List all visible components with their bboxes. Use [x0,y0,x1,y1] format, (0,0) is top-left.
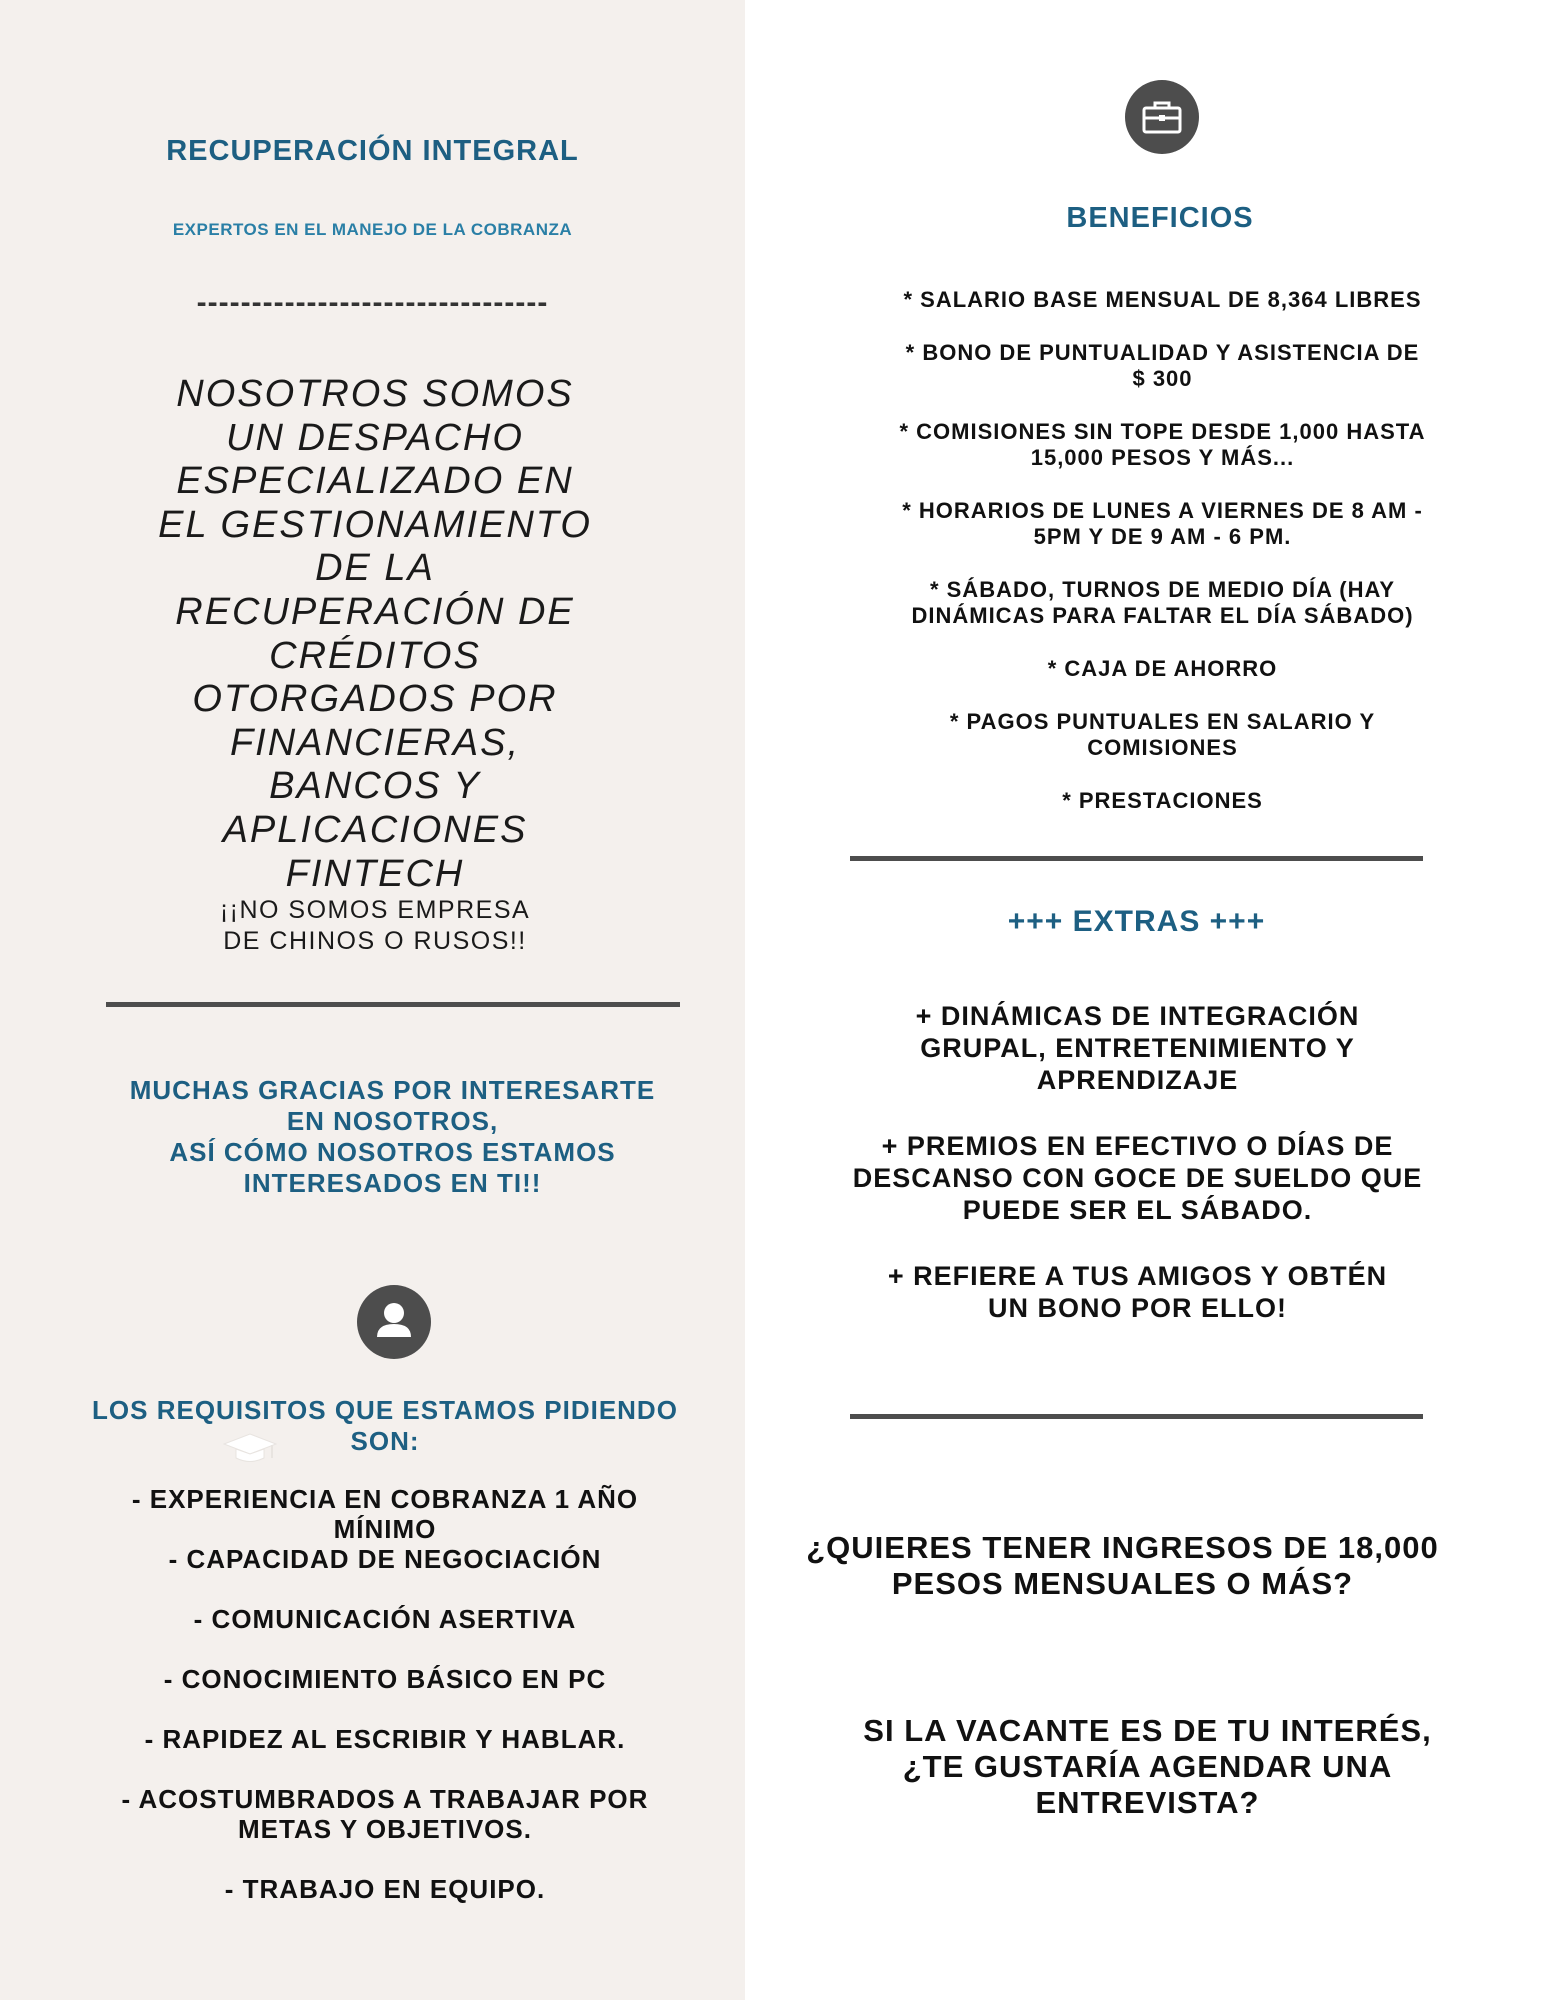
list-item: * PAGOS PUNTUALES EN SALARIO Y COMISIONES [949,709,1376,760]
list-item: + REFIERE A TUS AMIGOS Y OBTÉN UN BONO POR ELLO! [887,1261,1388,1323]
list-item: - CONOCIMIENTO BÁSICO EN PC [163,1664,607,1694]
extras-title: +++ EXTRAS +++ [1007,905,1266,938]
list-item: + PREMIOS EN EFECTIVO O DÍAS DE DESCANSO CON GOCE DE SUELDO QUE PUEDE SER EL SÁBADO. [852,1131,1423,1225]
user-icon [357,1285,431,1359]
right-divider-1 [850,856,1423,861]
list-item: - EXPERIENCIA EN COBRANZA 1 AÑO MÍNIMO [131,1484,639,1544]
list-item: - TRABAJO EN EQUIPO. [224,1874,546,1904]
list-item: * BONO DE PUNTUALIDAD Y ASISTENCIA DE $ 300 [905,340,1420,391]
list-item: * COMISIONES SIN TOPE DESDE 1,000 HASTA 15,000 PESOS Y MÁS... [899,419,1426,470]
briefcase-icon [1125,80,1199,154]
benefits-title: BENEFICIOS [1066,202,1254,234]
note-line-2: DE CHINOS O RUSOS!! [223,927,527,955]
thanks-line-2: EN NOSOTROS, [286,1106,499,1136]
thanks-text [95,1075,690,1199]
list-item: - CAPACIDAD DE NEGOCIACIÓN [168,1544,602,1574]
list-item: * CAJA DE AHORRO [1047,656,1278,681]
company-subtitle: EXPERTOS EN EL MANEJO DE LA COBRANZA [172,220,573,239]
about-text: NOSOTROS SOMOS UN DESPACHO ESPECIALIZADO EN EL GESTIONAMIENTO DE LA RECUPERACIÓN DE CRÉDITOS OTORGADOS POR FINANCIERAS, BANCOS Y APLICACIONES FINTECH [158,373,592,895]
list-item: * SALARIO BASE MENSUAL DE 8,364 LIBRES [903,287,1422,312]
thanks-line-1: MUCHAS GRACIAS POR INTERESARTE [129,1075,656,1105]
list-item: * SÁBADO, TURNOS DE MEDIO DÍA (HAY DINÁMICAS PARA FALTAR EL DÍA SÁBADO) [911,577,1414,628]
list-item: - ACOSTUMBRADOS A TRABAJAR POR METAS Y OBJETIVOS. [121,1784,649,1844]
right-divider-2 [850,1414,1423,1419]
thanks-line-3: ASÍ CÓMO NOSOTROS ESTAMOS [169,1137,616,1167]
list-item: + DINÁMICAS DE INTEGRACIÓN GRUPAL, ENTRETENIMIENTO Y APRENDIZAJE [915,1001,1360,1095]
company-title: RECUPERACIÓN INTEGRAL [166,135,579,167]
requirements-list [105,1484,665,1904]
benefits-list [880,287,1445,841]
interview-cta: SI LA VACANTE ES DE TU INTERÉS, ¿TE GUSTARÍA AGENDAR UNA ENTREVISTA? [863,1713,1432,1820]
dashed-separator: -------------------------------- [196,286,549,319]
left-divider-1 [106,1002,680,1007]
list-item: * PRESTACIONES [1062,788,1263,813]
graduation-cap-icon [220,1430,280,1470]
list-item: - COMUNICACIÓN ASERTIVA [193,1604,577,1634]
list-item: * HORARIOS DE LUNES A VIERNES DE 8 AM - 5PM Y DE 9 AM - 6 PM. [902,498,1423,549]
thanks-line-4: INTERESADOS EN TI!! [243,1168,542,1198]
income-question: ¿QUIERES TENER INGRESOS DE 18,000 PESOS MENSUALES O MÁS? [806,1530,1439,1601]
note-line-1: ¡¡NO SOMOS EMPRESA [219,896,531,924]
list-item: - RAPIDEZ AL ESCRIBIR Y HABLAR. [144,1724,626,1754]
requirements-title: LOS REQUISITOS QUE ESTAMOS PIDIENDO SON: [92,1395,678,1456]
extras-list [845,1000,1430,1358]
note-text [120,895,630,957]
